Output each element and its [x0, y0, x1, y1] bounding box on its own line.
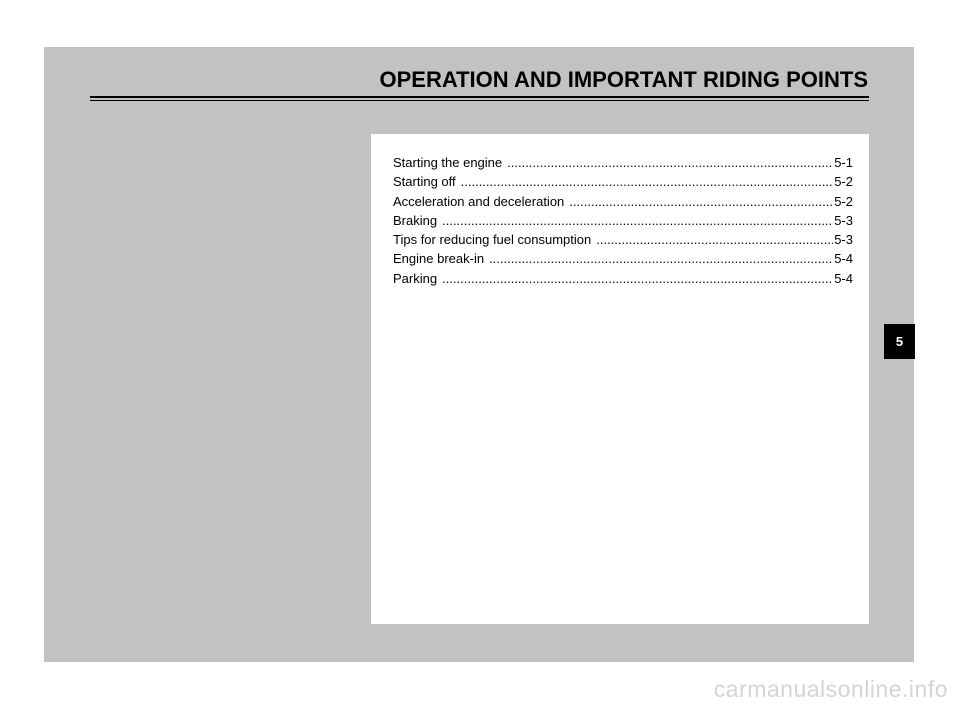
toc-entry-braking[interactable]	[393, 211, 853, 230]
chapter-tab[interactable]	[884, 324, 915, 359]
toc-entry-tips-for-reducing-fuel-consumption[interactable]	[393, 230, 853, 249]
toc-entry-title: Starting off	[393, 174, 456, 190]
toc-entry-title: Starting the engine	[393, 155, 503, 170]
toc-entry-acceleration-and-deceleration[interactable]	[393, 192, 853, 211]
watermark: carmanualsonline.info	[713, 676, 948, 702]
toc-entry-page: 5-1	[834, 155, 853, 170]
toc-entry-page: 5-2	[834, 174, 853, 190]
toc-entry-title: Tips for reducing fuel consumption	[393, 232, 592, 248]
toc-entry-title: Acceleration and deceleration	[393, 193, 565, 209]
page-title: OPERATION AND IMPORTANT RIDING POINTS	[379, 67, 868, 92]
toc-entry-page: 5-2	[834, 193, 853, 209]
toc-dot-leader	[596, 230, 833, 249]
toc-entry-title: Braking	[393, 212, 438, 228]
toc-entry-page: 5-3	[834, 212, 853, 228]
toc-dot-leader	[489, 249, 833, 268]
toc-entry-title: Engine break-in	[393, 251, 485, 267]
table-of-contents-box	[371, 134, 869, 624]
title-underline	[90, 96, 869, 101]
toc-entry-title: Parking	[393, 270, 438, 286]
toc-dot-leader	[442, 211, 833, 230]
toc-dot-leader	[461, 172, 834, 191]
toc-entry-page: 5-3	[834, 232, 853, 248]
toc-dot-leader	[442, 269, 833, 288]
toc-entry-starting-the-engine[interactable]	[393, 153, 853, 172]
toc-entry-page: 5-4	[834, 270, 853, 286]
toc-entry-page: 5-4	[834, 251, 853, 267]
toc-entry-engine-break-in[interactable]	[393, 249, 853, 268]
chapter-tab-label: 5	[895, 334, 904, 349]
toc-entry-parking[interactable]	[393, 269, 853, 288]
toc-dot-leader	[569, 192, 833, 211]
table-of-contents	[393, 153, 853, 288]
toc-dot-leader	[507, 153, 833, 172]
toc-entry-starting-off[interactable]	[393, 172, 853, 191]
